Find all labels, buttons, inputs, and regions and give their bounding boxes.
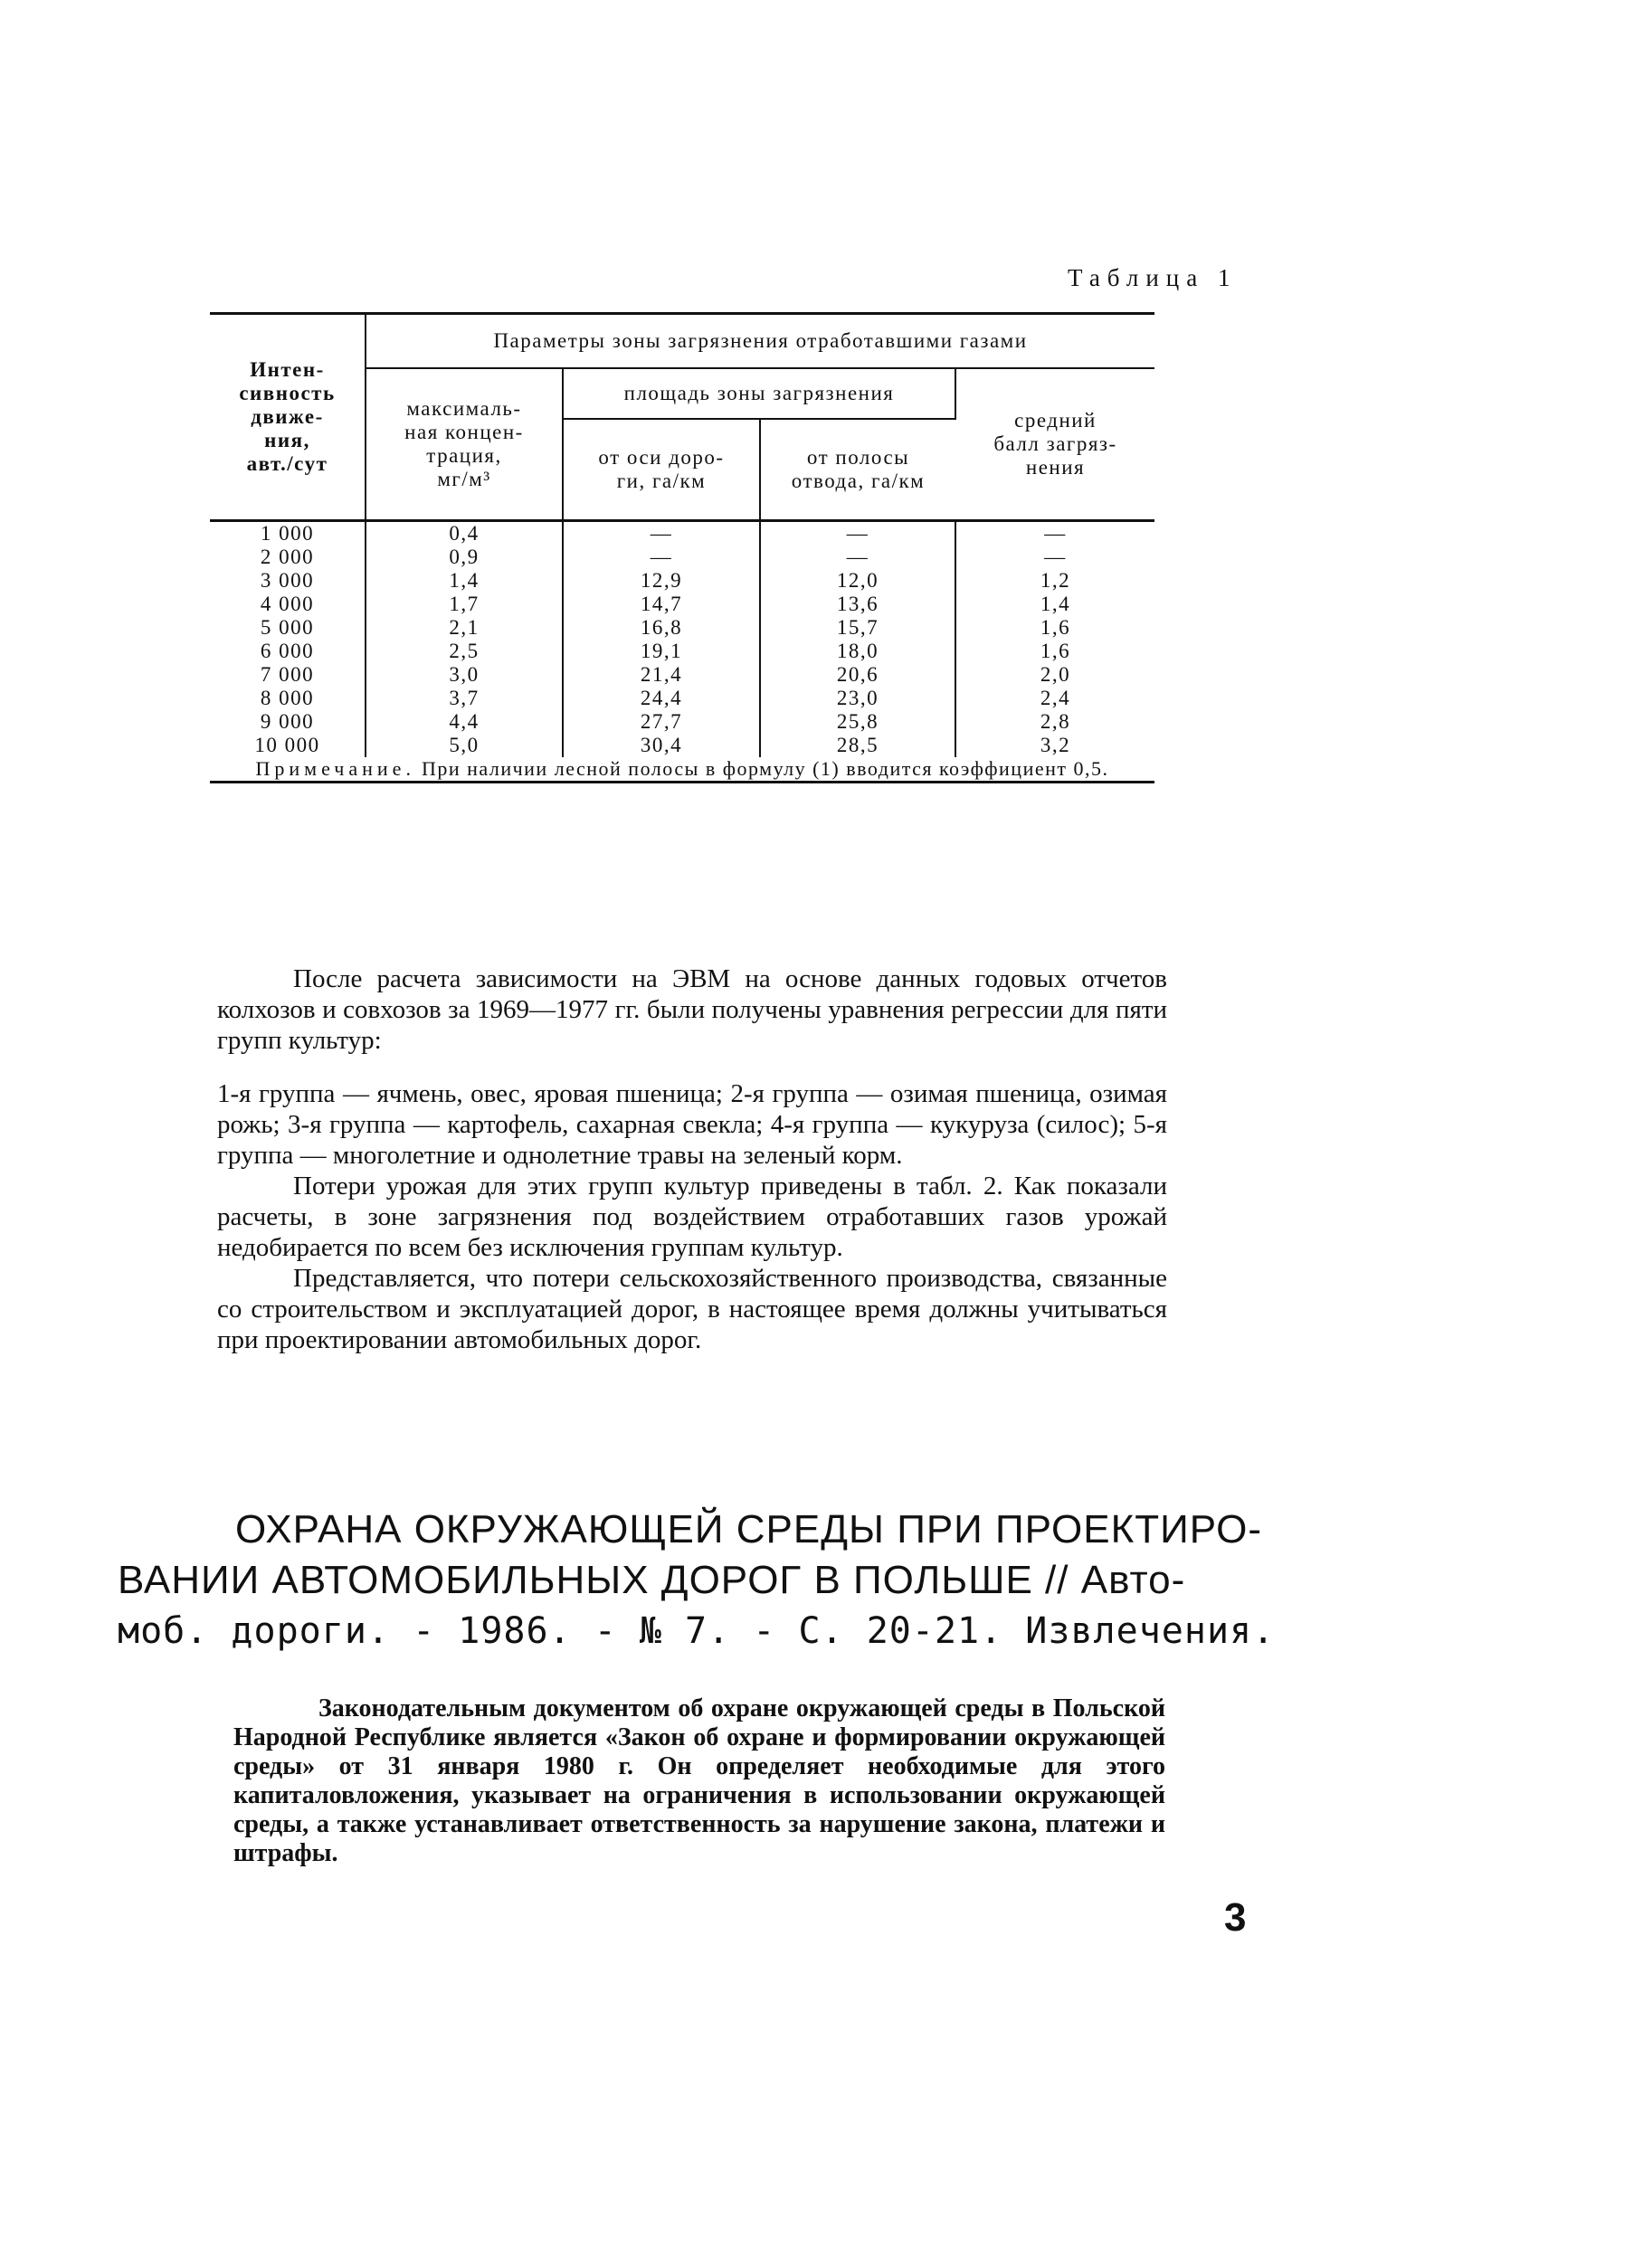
table-note — [210, 757, 1154, 783]
table-cell: 9 000 — [260, 710, 315, 733]
table-cell: 5,0 — [449, 734, 480, 756]
table-cell: 19,1 — [640, 640, 683, 662]
table-cell: 2,1 — [449, 616, 480, 639]
paragraph-4: Представляется, что потери сельскохозяйственного производства, связанные со строительством и эксплуатацией дорог, в настоящее время должны учитываться при проектировании автомобильных дорог. — [217, 1264, 1167, 1354]
table-cell: 14,7 — [640, 593, 683, 615]
body-text-top — [217, 963, 1167, 1056]
table-cell: 1,6 — [1040, 616, 1071, 639]
col-axis-values — [563, 521, 760, 758]
table-cell: 2,5 — [449, 640, 480, 662]
table-cell: 3,0 — [449, 663, 480, 686]
table-cell: — — [650, 546, 673, 568]
table-cell: 1,7 — [449, 593, 480, 615]
col-max-conc-header: максималь- ная концен- трация, мг/м³ — [366, 368, 563, 521]
abstract-paragraph: Законодательным документом об охране окружающей среды в Польской Народной Республике является «Закон об охране и формировании окружающей среды» от 31 января 1980 г. Он определяет необходимые для этого капиталовложения, указывает на ограничения в использовании окружающей среды, а также устанавливает ответственность за нарушение закона, платежи и штрафы. — [233, 1694, 1165, 1867]
col-axis-header: от оси доро- ги, га/км — [563, 419, 760, 521]
col-intensity-values — [210, 521, 366, 758]
table-cell: 30,4 — [640, 734, 683, 756]
pollution-table — [210, 312, 1154, 783]
table-cell: 20,6 — [836, 663, 879, 686]
table-cell: 4,4 — [449, 710, 480, 733]
table-cell: 15,7 — [836, 616, 879, 639]
table-cell: 18,0 — [836, 640, 879, 662]
table-cell: 0,9 — [449, 546, 480, 568]
table-cell: 23,0 — [836, 687, 879, 709]
col-intensity-header: Интен- сивность движе- ния, авт./сут — [210, 314, 366, 521]
table-cell: 2,0 — [1040, 663, 1071, 686]
table-cell: — — [1044, 546, 1067, 568]
table-cell: 6 000 — [260, 640, 315, 662]
heading-line-2: ВАНИИ АВТОМОБИЛЬНЫХ ДОРОГ В ПОЛЬШЕ // Авто- — [118, 1558, 1186, 1602]
table-cell: 21,4 — [640, 663, 683, 686]
table-cell: 3,7 — [449, 687, 480, 709]
table-cell: 3,2 — [1040, 734, 1071, 756]
col-score-header: средний балл загряз- нения — [955, 368, 1154, 521]
paragraph-3: Потери урожая для этих групп культур приведены в табл. 2. Как показали расчеты, в зоне загрязнения под воздействием отработавших газов урожай недобирается по всем без исключения группам культур. — [217, 1172, 1167, 1262]
note-label: Примечание. — [255, 757, 415, 780]
table-cell: 5 000 — [260, 616, 315, 639]
table-cell: 1,6 — [1040, 640, 1071, 662]
page-number: 3 — [1224, 1895, 1247, 1940]
table-cell: — — [650, 522, 673, 545]
table-cell: 1,4 — [1040, 593, 1071, 615]
paragraph-2: 1-я группа — ячмень, овес, яровая пшеница; 2-я группа — озимая пшеница, озимая рожь; 3-я группа — картофель, сахарная свекла; 4-я группа — кукуруза (силос); 5-я группа — многолетние и однолетние травы на зеленый корм. — [217, 1079, 1167, 1170]
table-cell: 8 000 — [260, 687, 315, 709]
paragraph-1: После расчета зависимости на ЭВМ на основе данных годовых отчетов колхозов и совхозов за 1969—1977 гг. были получены уравнения регрессии для пяти групп культур: — [217, 964, 1167, 1055]
reference-heading — [118, 1504, 1276, 1656]
abstract-text — [233, 1694, 1165, 1868]
table-cell: — — [1044, 522, 1067, 545]
table-cell: 1,2 — [1040, 569, 1071, 592]
table-caption: Таблица 1 — [1068, 264, 1238, 291]
table-cell: 4 000 — [260, 593, 315, 615]
heading-line-1: ОХРАНА ОКРУЖАЮЩЕЙ СРЕДЫ ПРИ ПРОЕКТИРО- — [235, 1507, 1262, 1552]
area-header: площадь зоны загрязнения — [563, 368, 955, 419]
table-cell: 24,4 — [640, 687, 683, 709]
table-cell: 10 000 — [254, 734, 320, 756]
col-max-conc-values — [366, 521, 563, 758]
table-cell: 2,8 — [1040, 710, 1071, 733]
table-cell: 28,5 — [836, 734, 879, 756]
table-cell: 7 000 — [260, 663, 315, 686]
col-strip-values — [760, 521, 955, 758]
table-cell: 3 000 — [260, 569, 315, 592]
table-cell: — — [846, 522, 869, 545]
note-text: При наличии лесной полосы в формулу (1) вводится коэффициент 0,5. — [414, 757, 1109, 780]
table-cell: 12,0 — [836, 569, 879, 592]
table-cell: 13,6 — [836, 593, 879, 615]
body-text — [217, 1078, 1167, 1355]
table-cell: 16,8 — [640, 616, 683, 639]
table-cell: 1,4 — [449, 569, 480, 592]
table-cell: 2,4 — [1040, 687, 1071, 709]
table-cell: 1 000 — [260, 522, 315, 545]
col-score-values — [955, 521, 1154, 758]
table-cell: 25,8 — [836, 710, 879, 733]
table-cell: 2 000 — [260, 546, 315, 568]
heading-line-3: моб. дороги. - 1986. - № 7. - С. 20-21. Извлечения. — [118, 1610, 1276, 1652]
table-cell: 12,9 — [640, 569, 683, 592]
group-header: Параметры зоны загрязнения отработавшими газами — [366, 314, 1154, 369]
table-cell: 0,4 — [449, 522, 480, 545]
col-strip-header: от полосы отвода, га/км — [760, 419, 955, 521]
table-cell: 27,7 — [640, 710, 683, 733]
table-cell: — — [846, 546, 869, 568]
